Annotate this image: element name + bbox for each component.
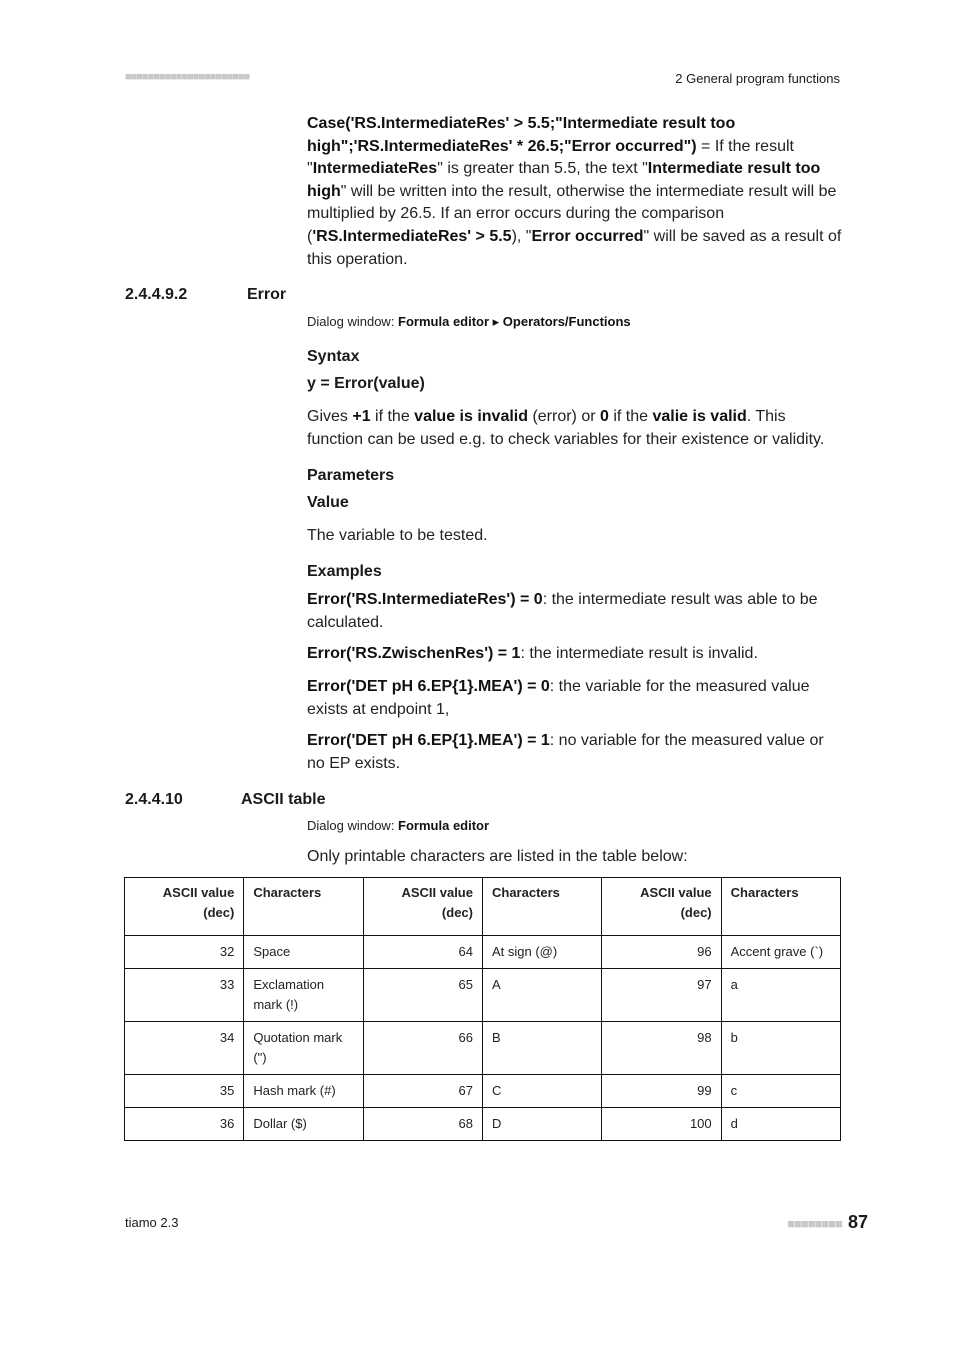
character-cell: B: [482, 1022, 601, 1075]
table-row: [125, 969, 841, 1022]
dialog-window-path: [307, 818, 489, 833]
section-number: 2.4.4.9.2: [125, 286, 188, 303]
parameter-description: The variable to be tested.: [307, 527, 488, 544]
ascii-code-cell: 97: [602, 969, 721, 1022]
ascii-code-cell: 65: [363, 969, 482, 1022]
header-unit: (dec): [680, 905, 712, 920]
ascii-code-cell: 34: [125, 1022, 244, 1075]
character-cell: C: [482, 1075, 601, 1108]
text-run: Gives: [307, 408, 353, 425]
ascii-table: [124, 877, 841, 1141]
column-header-characters: Characters: [244, 878, 363, 936]
example-code: Error('DET pH 6.EP{1}.MEA') = 0: [307, 678, 550, 695]
dialog-path: Formula editor: [398, 818, 490, 833]
character-cell: Hash mark (#): [244, 1075, 363, 1108]
header-label: ASCII value: [640, 885, 712, 900]
character-cell: At sign (@): [482, 936, 601, 969]
character-cell: b: [721, 1022, 840, 1075]
example-text: : the intermediate result was able to be calculated.: [307, 591, 818, 631]
case-example-paragraph: [307, 113, 842, 271]
example-item: [307, 643, 842, 666]
column-header-characters: Characters: [721, 878, 840, 936]
text-run: " will be written into the result, otherwise the intermediate result will be multiplied by 26.5. If an error occurs during the comparison (: [307, 182, 837, 245]
page-number: 87: [847, 1212, 868, 1232]
character-cell: Quotation mark ("): [244, 1022, 363, 1075]
header-label: ASCII value: [401, 885, 473, 900]
table-row: [125, 1022, 841, 1075]
column-header-ascii-value: [363, 878, 482, 936]
table-row: [125, 1075, 841, 1108]
error-description: [307, 406, 842, 451]
character-cell: d: [721, 1108, 840, 1141]
ascii-code-cell: 33: [125, 969, 244, 1022]
text-run-bold: valie is valid: [652, 408, 747, 425]
column-header-ascii-value: [125, 878, 244, 936]
dialog-label: Dialog window:: [307, 818, 399, 833]
example-text: : the intermediate result is invalid.: [520, 645, 758, 662]
text-run: " will be saved as a result of this operation.: [307, 227, 842, 268]
character-cell: Exclamation mark (!): [244, 969, 363, 1022]
syntax-heading: Syntax: [307, 348, 360, 365]
section-number: 2.4.4.10: [125, 791, 183, 808]
ascii-code-cell: 66: [363, 1022, 482, 1075]
table-row: [125, 936, 841, 969]
dialog-window-path: [307, 314, 631, 330]
text-run: . This function can be used e.g. to check variables for their existence or validity.: [307, 408, 825, 448]
header-unit: (dec): [441, 905, 473, 920]
column-header-ascii-value: [602, 878, 721, 936]
text-run-bold: IntermediateRes: [312, 160, 438, 178]
example-item: [307, 730, 842, 775]
text-run: if the: [608, 408, 653, 425]
ascii-code-cell: 64: [363, 936, 482, 969]
ascii-code-cell: 67: [363, 1075, 482, 1108]
header-decoration: ■■■■■■■■■■■■■■■■■■■■■■: [125, 71, 250, 83]
character-cell: Space: [244, 936, 363, 969]
ascii-code-cell: 32: [125, 936, 244, 969]
text-run-bold: +1: [352, 408, 371, 425]
ascii-code-cell: 36: [125, 1108, 244, 1141]
text-run-bold: 'RS.IntermediateRes' > 5.5: [312, 227, 512, 245]
ascii-code-cell: 100: [602, 1108, 721, 1141]
text-run-bold: Error occurred: [531, 227, 644, 245]
text-run-bold: Intermediate result too high: [307, 160, 821, 200]
example-code: Error('DET pH 6.EP{1}.MEA') = 1: [307, 732, 550, 749]
character-cell: D: [482, 1108, 601, 1141]
ascii-code-cell: 68: [363, 1108, 482, 1141]
section-title: ASCII table: [241, 791, 326, 808]
ascii-code-cell: 96: [602, 936, 721, 969]
text-run: = If the result ": [307, 137, 794, 178]
section-title: Error: [247, 286, 287, 303]
parameters-heading: Parameters: [307, 467, 395, 484]
example-item: [307, 589, 842, 634]
parameter-name: Value: [307, 494, 349, 511]
example-text: : no variable for the measured value or no EP exists.: [307, 732, 824, 772]
dialog-path: Formula editor ▸ Operators/Functions: [398, 314, 631, 329]
examples-heading: Examples: [307, 563, 382, 580]
case-formula: Case('RS.IntermediateRes' > 5.5;"Intermediate result too high";'RS.IntermediateRes' * 26.5;"Error occurred"): [307, 115, 736, 155]
character-cell: A: [482, 969, 601, 1022]
text-run-bold: 0: [600, 408, 609, 425]
header-label: ASCII value: [162, 885, 235, 900]
example-text: : the variable for the measured value exists at endpoint 1,: [307, 678, 810, 718]
text-run: " is greater than 5.5, the text ": [437, 160, 648, 178]
text-run: (error) or: [528, 408, 600, 425]
text-run: if the: [370, 408, 415, 425]
header-unit: (dec): [203, 905, 235, 920]
footer-product: tiamo 2.3: [125, 1215, 179, 1230]
ascii-intro: Only printable characters are listed in the table below:: [307, 848, 688, 865]
character-cell: Accent grave (`): [721, 936, 840, 969]
table-header-row: [125, 878, 841, 936]
table-row: [125, 1108, 841, 1141]
footer-page: [787, 1212, 868, 1233]
character-cell: a: [721, 969, 840, 1022]
syntax-line: y = Error(value): [307, 375, 425, 392]
character-cell: Dollar ($): [244, 1108, 363, 1141]
character-cell: c: [721, 1075, 840, 1108]
text-run-bold: value is invalid: [414, 408, 528, 425]
column-header-characters: Characters: [482, 878, 601, 936]
example-code: Error('RS.ZwischenRes') = 1: [307, 645, 521, 662]
ascii-code-cell: 99: [602, 1075, 721, 1108]
example-code: Error('RS.IntermediateRes') = 0: [307, 591, 543, 608]
footer-decoration: ■■■■■■■■: [787, 1216, 842, 1231]
running-header-chapter: 2 General program functions: [675, 71, 840, 86]
ascii-code-cell: 98: [602, 1022, 721, 1075]
text-run: ), ": [511, 227, 532, 245]
example-item: [307, 676, 842, 721]
dialog-label: Dialog window:: [307, 314, 399, 329]
ascii-code-cell: 35: [125, 1075, 244, 1108]
